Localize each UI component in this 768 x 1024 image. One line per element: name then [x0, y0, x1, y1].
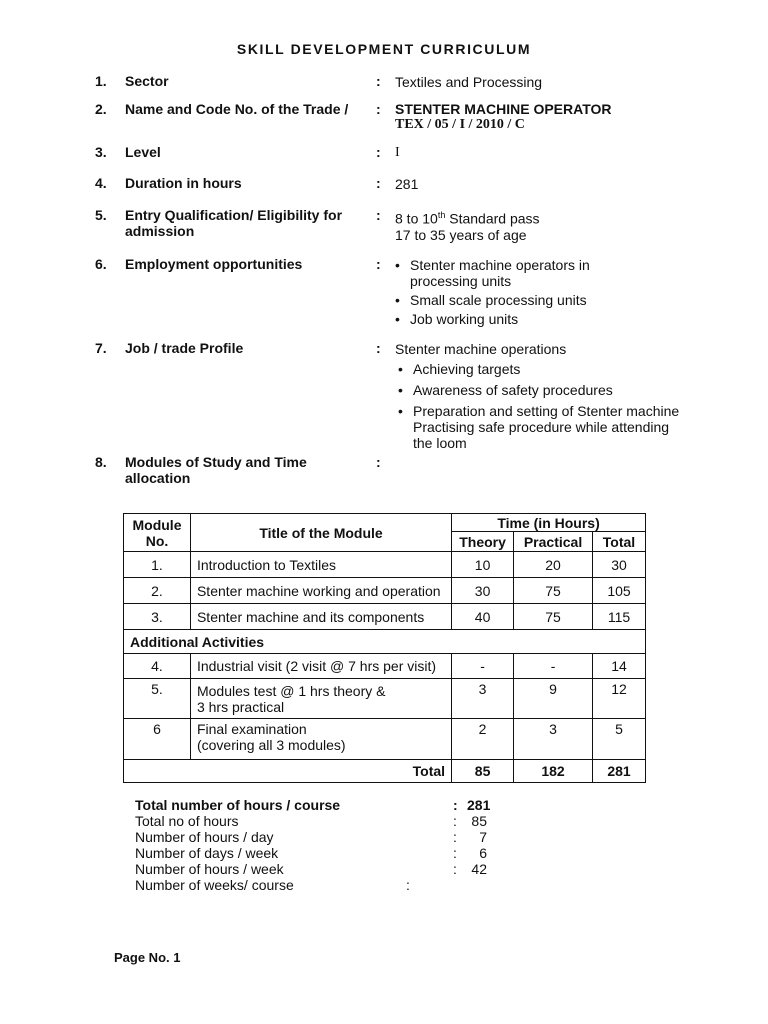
list-item: • Stenter machine operators in processing units [395, 257, 595, 289]
job-profile-intro: Stenter machine operations [395, 341, 567, 357]
list-item: • Awareness of safety procedures [398, 382, 683, 398]
header-module-no: Module No. [124, 514, 191, 552]
item-number: 8. [95, 454, 107, 470]
total-theory: 85 [452, 760, 514, 783]
item-label-entry-line1: Entry Qualification/ Eligibility for [125, 207, 343, 223]
table-row [124, 604, 646, 630]
item-number: 7. [95, 340, 107, 356]
total-label: Total [124, 760, 452, 783]
colon: : [376, 101, 381, 117]
item-label-modules-line1: Modules of Study and Time [125, 454, 307, 470]
cell-theory: 40 [452, 604, 514, 630]
entry-qualification: 8 to 10th Standard pass [395, 210, 540, 227]
total-row [124, 760, 646, 783]
cell-no: 6 [124, 719, 191, 760]
header-theory: Theory [452, 532, 514, 552]
item-number: 2. [95, 101, 107, 117]
table-row [124, 679, 646, 719]
item-value-sector: Textiles and Processing [395, 74, 543, 90]
cell-practical: 75 [514, 604, 593, 630]
cell-title: Modules test @ 1 hrs theory & 3 hrs practical [190, 679, 451, 719]
cell-practical: 20 [514, 552, 593, 578]
cell-title: Final examination (covering all 3 modules) [190, 719, 451, 760]
cell-theory: 10 [452, 552, 514, 578]
cell-total: 14 [593, 654, 646, 679]
colon: : [376, 340, 381, 356]
item-value-level: I [395, 145, 400, 160]
item-number: 3. [95, 144, 107, 160]
cell-no: 4. [124, 654, 191, 679]
cell-total: 30 [593, 552, 646, 578]
item-value-entry [395, 207, 540, 243]
cell-no: 2. [124, 578, 191, 604]
table-row [124, 719, 646, 760]
item-label-modules [125, 454, 307, 486]
item-value-duration: 281 [395, 176, 419, 192]
cell-theory: 2 [452, 719, 514, 760]
cell-total: 5 [593, 719, 646, 760]
cell-practical: 3 [514, 719, 593, 760]
colon: : [376, 175, 381, 191]
summary-row: Number of hours / week : 42 [135, 861, 487, 877]
item-label-job-profile: Job / trade Profile [125, 340, 244, 356]
cell-no: 5. [124, 679, 191, 719]
cell-total: 115 [593, 604, 646, 630]
header-time: Time (in Hours) [452, 514, 646, 532]
table-row [124, 654, 646, 679]
item-label-duration: Duration in hours [125, 175, 242, 191]
item-label-entry [125, 207, 342, 239]
cell-title: Stenter machine working and operation [190, 578, 451, 604]
list-item: • Preparation and setting of Stenter machine Practising safe procedure while attending the loom [398, 403, 683, 451]
cell-total: 12 [593, 679, 646, 719]
item-number: 6. [95, 256, 107, 272]
list-item: • Achieving targets [398, 361, 683, 377]
list-item: • Small scale processing units [395, 292, 595, 308]
header-total: Total [593, 532, 646, 552]
summary-row: Number of days / week : 6 [135, 845, 487, 861]
cell-no: 1. [124, 552, 191, 578]
item-label-trade: Name and Code No. of the Trade / [125, 101, 349, 117]
item-label-sector: Sector [125, 73, 169, 89]
colon: : [376, 207, 381, 223]
job-profile-list [398, 361, 683, 451]
page-number: Page No. 1 [114, 950, 181, 965]
header-practical: Practical [514, 532, 593, 552]
cell-no: 3. [124, 604, 191, 630]
item-number: 1. [95, 73, 107, 89]
list-item: • Job working units [395, 311, 595, 327]
item-label-level: Level [125, 144, 161, 160]
item-label-entry-line2: admission [125, 223, 195, 239]
summary-row: Number of weeks/ course : [135, 877, 410, 893]
table-row [124, 578, 646, 604]
cell-theory: 3 [452, 679, 514, 719]
cell-theory: - [452, 654, 514, 679]
additional-activities-label: Additional Activities [124, 630, 646, 654]
cell-total: 105 [593, 578, 646, 604]
item-label-modules-line2: allocation [125, 470, 191, 486]
colon: : [376, 256, 381, 272]
hours-summary [135, 797, 535, 893]
employment-list [395, 257, 595, 327]
item-number: 4. [95, 175, 107, 191]
item-number: 5. [95, 207, 107, 223]
colon: : [376, 73, 381, 89]
colon: : [376, 454, 381, 470]
document-title: SKILL DEVELOPMENT CURRICULUM [236, 41, 532, 57]
cell-practical: 9 [514, 679, 593, 719]
item-value-trade-name: STENTER MACHINE OPERATOR [395, 101, 612, 117]
entry-age: 17 to 35 years of age [395, 226, 527, 243]
table-row [124, 552, 646, 578]
cell-title: Introduction to Textiles [190, 552, 451, 578]
cell-theory: 30 [452, 578, 514, 604]
total-total: 281 [593, 760, 646, 783]
summary-row: Number of hours / day : 7 [135, 829, 487, 845]
cell-title: Stenter machine and its components [190, 604, 451, 630]
summary-row: Total no of hours : 85 [135, 813, 487, 829]
item-label-employment: Employment opportunities [125, 256, 303, 272]
cell-practical: - [514, 654, 593, 679]
modules-table [123, 513, 646, 783]
item-value-trade-code: TEX / 05 / I / 2010 / C [395, 117, 525, 132]
total-practical: 182 [514, 760, 593, 783]
header-title: Title of the Module [190, 514, 451, 552]
cell-title: Industrial visit (2 visit @ 7 hrs per visit) [190, 654, 451, 679]
cell-practical: 75 [514, 578, 593, 604]
colon: : [376, 144, 381, 160]
summary-row: Total number of hours / course : 281 [135, 797, 491, 813]
